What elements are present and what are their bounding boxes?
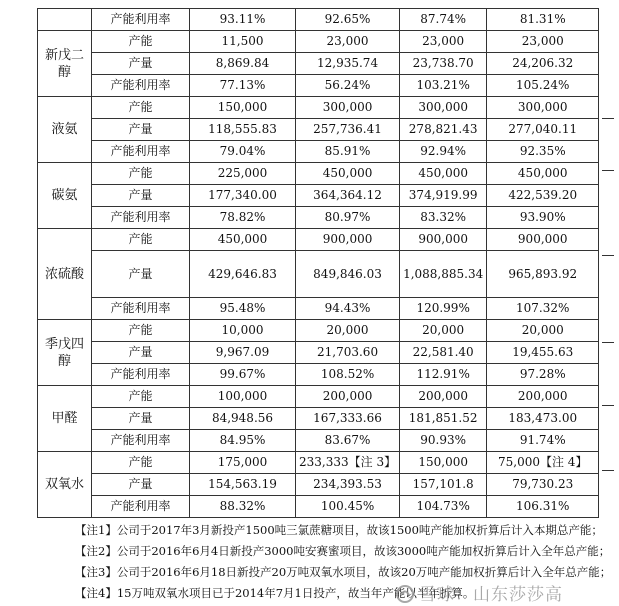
table-row <box>38 9 599 31</box>
value-cell: 23,738.70 <box>400 53 487 75</box>
value-cell: 88.32% <box>190 496 296 518</box>
edge-mark <box>602 255 614 256</box>
value-cell: 104.73% <box>400 496 487 518</box>
value-cell: 23,000 <box>487 31 599 53</box>
metric-label: 产能 <box>92 386 190 408</box>
value-cell: 177,340.00 <box>190 185 296 207</box>
table-row <box>38 408 599 430</box>
table-row <box>38 430 599 452</box>
table-row <box>38 320 599 342</box>
value-cell: 450,000 <box>296 163 400 185</box>
metric-label: 产量 <box>92 185 190 207</box>
product-name: 甲醛 <box>38 386 92 452</box>
table-row <box>38 141 599 163</box>
value-cell: 364,364.12 <box>296 185 400 207</box>
edge-mark <box>602 118 614 119</box>
value-cell: 22,581.40 <box>400 342 487 364</box>
value-cell: 175,000 <box>190 452 296 474</box>
footnote-4: 【注4】15万吨双氧水项目已于2014年7月1日投产，故当年产能以半年折算。 <box>75 586 475 600</box>
value-cell: 23,000 <box>296 31 400 53</box>
value-cell: 233,333【注 3】 <box>296 452 400 474</box>
value-cell: 94.43% <box>296 298 400 320</box>
value-cell: 374,919.99 <box>400 185 487 207</box>
value-cell: 90.93% <box>400 430 487 452</box>
value-cell: 77.13% <box>190 75 296 97</box>
value-cell: 56.24% <box>296 75 400 97</box>
value-cell: 900,000 <box>296 229 400 251</box>
footnote-1: 【注1】公司于2017年3月新投产1500吨三氯蔗糖项目，故该1500吨产能加权折算后计入本期总产能； <box>75 523 603 537</box>
value-cell: 20,000 <box>487 320 599 342</box>
value-cell: 23,000 <box>400 31 487 53</box>
value-cell: 112.91% <box>400 364 487 386</box>
value-cell: 120.99% <box>400 298 487 320</box>
product-cell-previous <box>38 9 92 31</box>
value-cell: 900,000 <box>487 229 599 251</box>
metric-label: 产能利用率 <box>92 9 190 31</box>
value-cell: 257,736.41 <box>296 119 400 141</box>
watermark-text: 雪球：山东莎莎高 <box>419 585 563 605</box>
value-cell: 12,935.74 <box>296 53 400 75</box>
table-row <box>38 298 599 320</box>
metric-label: 产能 <box>92 229 190 251</box>
value-cell: 95.48% <box>190 298 296 320</box>
value-cell: 92.35% <box>487 141 599 163</box>
value-cell: 91.74% <box>487 430 599 452</box>
value-cell: 100.45% <box>296 496 400 518</box>
value-cell: 93.11% <box>190 9 296 31</box>
value-cell: 99.67% <box>190 364 296 386</box>
value-cell: 450,000 <box>487 163 599 185</box>
value-cell: 300,000 <box>400 97 487 119</box>
value-cell: 11,500 <box>190 31 296 53</box>
value-cell: 200,000 <box>487 386 599 408</box>
product-name: 碳氨 <box>38 163 92 229</box>
value-cell: 8,869.84 <box>190 53 296 75</box>
table-row <box>38 452 599 474</box>
table-row <box>38 75 599 97</box>
table-row <box>38 97 599 119</box>
table-row <box>38 251 599 298</box>
value-cell: 10,000 <box>190 320 296 342</box>
value-cell: 85.91% <box>296 141 400 163</box>
table-row <box>38 185 599 207</box>
value-cell: 849,846.03 <box>296 251 400 298</box>
value-cell: 157,101.8 <box>400 474 487 496</box>
metric-label: 产能 <box>92 31 190 53</box>
value-cell: 450,000 <box>400 163 487 185</box>
value-cell: 105.24% <box>487 75 599 97</box>
table-row <box>38 474 599 496</box>
value-cell: 300,000 <box>487 97 599 119</box>
metric-label: 产量 <box>92 474 190 496</box>
value-cell: 20,000 <box>400 320 487 342</box>
value-cell: 84.95% <box>190 430 296 452</box>
value-cell: 150,000 <box>190 97 296 119</box>
metric-label: 产量 <box>92 119 190 141</box>
value-cell: 118,555.83 <box>190 119 296 141</box>
value-cell: 450,000 <box>190 229 296 251</box>
value-cell: 225,000 <box>190 163 296 185</box>
metric-label: 产量 <box>92 408 190 430</box>
table-row <box>38 53 599 75</box>
metric-label: 产能利用率 <box>92 298 190 320</box>
value-cell: 278,821.43 <box>400 119 487 141</box>
metric-label: 产能 <box>92 452 190 474</box>
table-row <box>38 207 599 229</box>
product-name: 新戊二醇 <box>38 31 92 97</box>
footnote-3: 【注3】公司于2016年6月18日新投产20万吨双氧水项目，故该20万吨产能加权折算后计入全年总产能； <box>75 565 612 579</box>
value-cell: 93.90% <box>487 207 599 229</box>
product-name: 双氧水 <box>38 452 92 518</box>
table-row <box>38 496 599 518</box>
value-cell: 183,473.00 <box>487 408 599 430</box>
metric-label: 产能 <box>92 163 190 185</box>
metric-label: 产能利用率 <box>92 430 190 452</box>
metric-label: 产能利用率 <box>92 75 190 97</box>
value-cell: 200,000 <box>400 386 487 408</box>
value-cell: 300,000 <box>296 97 400 119</box>
table-row <box>38 364 599 386</box>
metric-label: 产能利用率 <box>92 141 190 163</box>
value-cell: 108.52% <box>296 364 400 386</box>
watermark <box>395 580 617 604</box>
edge-mark <box>602 342 614 343</box>
value-cell: 200,000 <box>296 386 400 408</box>
metric-label: 产能利用率 <box>92 496 190 518</box>
capacity-table <box>37 8 599 518</box>
product-name: 液氨 <box>38 97 92 163</box>
metric-label: 产量 <box>92 53 190 75</box>
value-cell: 79,730.23 <box>487 474 599 496</box>
value-cell: 21,703.60 <box>296 342 400 364</box>
value-cell: 20,000 <box>296 320 400 342</box>
snowball-logo-icon <box>395 584 415 604</box>
product-name: 浓硫酸 <box>38 229 92 320</box>
value-cell: 277,040.11 <box>487 119 599 141</box>
value-cell: 92.94% <box>400 141 487 163</box>
value-cell: 965,893.92 <box>487 251 599 298</box>
metric-label: 产量 <box>92 251 190 298</box>
metric-label: 产能 <box>92 320 190 342</box>
value-cell: 24,206.32 <box>487 53 599 75</box>
table-row <box>38 119 599 141</box>
value-cell: 422,539.20 <box>487 185 599 207</box>
value-cell: 103.21% <box>400 75 487 97</box>
footnote-2: 【注2】公司于2016年6月4日新投产3000吨安赛蜜项目，故该3000吨产能加权折算后计入全年总产能； <box>75 544 611 558</box>
value-cell: 181,851.52 <box>400 408 487 430</box>
value-cell: 84,948.56 <box>190 408 296 430</box>
value-cell: 87.74% <box>400 9 487 31</box>
value-cell: 80.97% <box>296 207 400 229</box>
table-row <box>38 342 599 364</box>
metric-label: 产量 <box>92 342 190 364</box>
value-cell: 167,333.66 <box>296 408 400 430</box>
metric-label: 产能利用率 <box>92 207 190 229</box>
value-cell: 100,000 <box>190 386 296 408</box>
value-cell: 78.82% <box>190 207 296 229</box>
value-cell: 19,455.63 <box>487 342 599 364</box>
table-row <box>38 229 599 251</box>
value-cell: 79.04% <box>190 141 296 163</box>
table-row <box>38 31 599 53</box>
metric-label: 产能利用率 <box>92 364 190 386</box>
value-cell: 429,646.83 <box>190 251 296 298</box>
edge-mark <box>602 405 614 406</box>
value-cell: 1,088,885.34 <box>400 251 487 298</box>
value-cell: 81.31% <box>487 9 599 31</box>
value-cell: 97.28% <box>487 364 599 386</box>
value-cell: 154,563.19 <box>190 474 296 496</box>
metric-label: 产能 <box>92 97 190 119</box>
value-cell: 107.32% <box>487 298 599 320</box>
table-row <box>38 163 599 185</box>
product-name: 季戊四醇 <box>38 320 92 386</box>
table-row <box>38 386 599 408</box>
value-cell: 83.67% <box>296 430 400 452</box>
value-cell: 234,393.53 <box>296 474 400 496</box>
edge-mark <box>602 470 614 471</box>
value-cell: 9,967.09 <box>190 342 296 364</box>
value-cell: 92.65% <box>296 9 400 31</box>
value-cell: 106.31% <box>487 496 599 518</box>
value-cell: 83.32% <box>400 207 487 229</box>
value-cell: 150,000 <box>400 452 487 474</box>
edge-mark <box>602 170 614 171</box>
value-cell: 900,000 <box>400 229 487 251</box>
value-cell: 75,000【注 4】 <box>487 452 599 474</box>
